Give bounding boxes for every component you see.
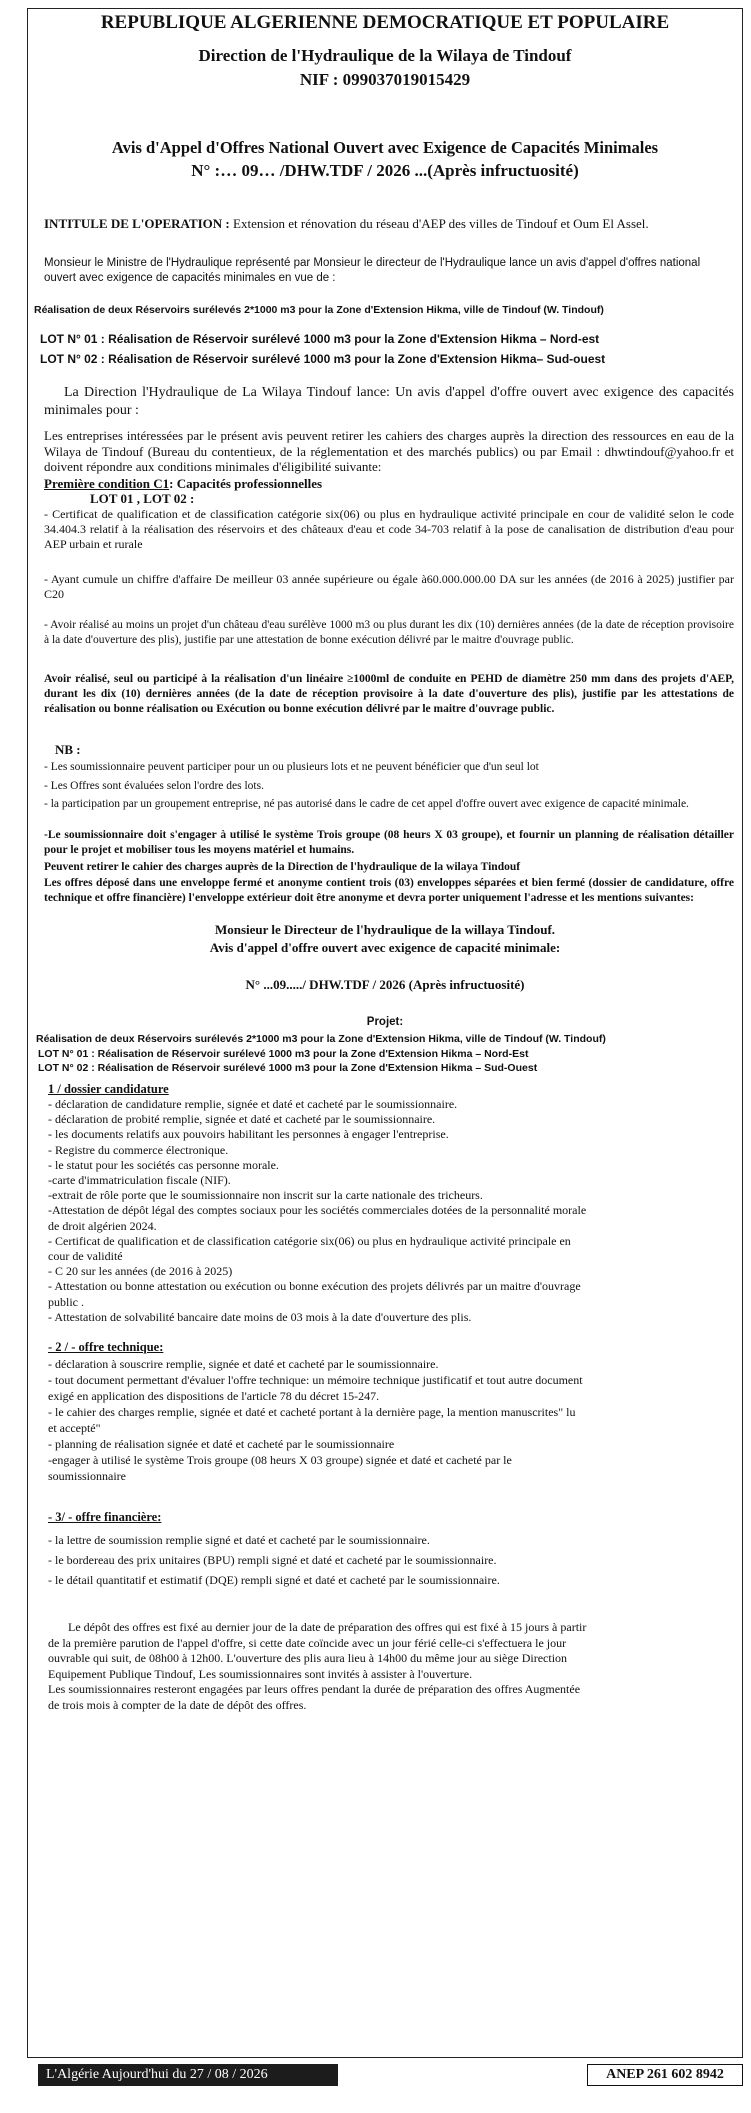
envelope-line-1: Monsieur le Directeur de l'hydraulique de la willaya Tindouf.: [214, 922, 556, 937]
technique-item: - tout document permettant d'évaluer l'offre technique: un mémoire technique justificatif et tout autre document: [48, 1373, 583, 1387]
nb-item-2: - Les Offres sont évaluées selon l'ordre des lots.: [44, 780, 264, 792]
dossier-item: - Attestation de solvabilité bancaire date moins de 03 mois à la date d'ouverture des plis.: [48, 1309, 472, 1324]
condition-title: : Capacités professionnelles: [169, 476, 323, 491]
water-tower-requirement: - Avoir réalisé au moins un projet d'un château d'eau surélève 1000 m3 ou plus durant les dix (10) dernières années (de la date de réception provisoire à la date d'ouverture des plis), justifie par une attestation de bonne exécution délivré par le maitre d'ouvrage public.: [44, 619, 734, 646]
dossier-item: - Registre du commerce électronique.: [48, 1142, 229, 1157]
retrieve-cahier: Peuvent retirer le cahier des charges auprès de la Direction de l'hydraulique de la wilaya Tindouf: [44, 861, 521, 873]
dossier-item: -extrait de rôle porte que le soumissionnaire non inscrit sur la carte nationale des tricheurs.: [48, 1188, 483, 1203]
dossier-list: [48, 1097, 586, 1325]
technique-item: exigé en application des dispositions de l'article 78 du décret 15-247.: [48, 1389, 380, 1403]
dossier-item: cour de validité: [48, 1249, 123, 1264]
nif-number: NIF : 099037019015429: [299, 70, 471, 89]
notice-number: N° :… 09… /DHW.TDF / 2026 ...(Après infructuosité): [191, 161, 579, 180]
pipeline-requirement: Avoir réalisé, seul ou participé à la réalisation d'un linéaire ≥1000ml de conduite en PEHD de diamètre 250 mm dans des projets d'AEP, durant les dix (10) dernières années (de la date de réception provisoire à la date d'ouverture des plis), justifie par les attestations de réalisation ou bonne réalisation ou Exécution ou bonne exécution délivré par le maitre d'ouvrage public.: [44, 673, 734, 715]
direction-heading: Direction de l'Hydraulique de la Wilaya de Tindouf: [198, 46, 572, 65]
technique-item: - planning de réalisation signée et daté et cacheté par le soumissionnaire: [48, 1437, 395, 1451]
closing-line: ouvrable qui suit, de 08h00 à 12h00. L'ouverture des plis aura lieu à 14h00 du même jour au siège Direction: [48, 1651, 568, 1665]
projet-lot-01: LOT N° 01 : Réalisation de Réservoir surélevé 1000 m3 pour la Zone d'Extension Hikma – Nord-Est: [38, 1048, 529, 1060]
closing-line: Equipement Publique Tindouf, Les soumissionnaires sont invités à assister à l'ouverture.: [48, 1666, 473, 1681]
technique-item: - le cahier des charges remplie, signée et daté et cacheté portant à la dernière page, la mention manuscrites" lu: [48, 1405, 576, 1419]
dossier-item: -Attestation de dépôt légal des comptes sociaux pour les sociétés commerciales dotées de la personnalité morale: [48, 1203, 587, 1218]
dossier-item: - déclaration de candidature remplie, signée et daté et cacheté par le soumissionnaire.: [48, 1097, 458, 1111]
nb-item-1: - Les soumissionnaire peuvent participer pour un ou plusieurs lots et ne peuvent bénéficier que d'un seul lot: [44, 761, 539, 773]
republic-heading: REPUBLIQUE ALGERIENNE DEMOCRATIQUE ET POPULAIRE: [100, 12, 670, 33]
newspaper-footer: L'Algérie Aujourd'hui du 27 / 08 / 2026: [38, 2064, 338, 2086]
technique-heading: - 2 / - offre technique:: [48, 1340, 164, 1354]
nb-label: NB :: [55, 742, 81, 757]
financiere-item: - la lettre de soumission remplie signé et daté et cacheté par le soumissionnaire.: [48, 1533, 430, 1547]
nb-item-4: -Le soumissionnaire doit s'engager à utilisé le système Trois groupe (08 heurs X 03 groupe), et fournir un planning de réalisation détailler pour le projet et mobiliser tous les moyens matériel et humains.: [44, 829, 734, 856]
technique-item: -engager à utilisé le système Trois groupe (08 heurs X 03 groupe) signée et daté et cacheté par le: [48, 1453, 512, 1467]
technique-item: et accepté": [48, 1421, 101, 1435]
launch-paragraph: La Direction l'Hydraulique de La Wilaya Tindouf lance: Un avis d'appel d'offre ouvert avec exigence des capacités minimales pour :: [44, 385, 734, 418]
dossier-item: - Certificat de qualification et de classification catégorie six(06) ou plus en hydraulique activité principale en: [48, 1233, 571, 1248]
envelope-projet-label: Projet:: [366, 1016, 404, 1028]
project-title: Réalisation de deux Réservoirs surélevés 2*1000 m3 pour la Zone d'Extension Hikma, ville de Tindouf (W. Tindouf): [34, 304, 604, 316]
operation-title: [44, 216, 734, 232]
dossier-item: - déclaration de probité remplie, signée et daté et cacheté par le soumissionnaire.: [48, 1112, 436, 1127]
technique-item: soumissionnaire: [48, 1469, 126, 1483]
anep-reference: ANEP 261 602 8942: [587, 2064, 743, 2086]
dossier-item: de droit algérien 2024.: [48, 1218, 157, 1233]
dossier-item: - les documents relatifs aux pouvoirs habilitant les personnes à engager l'entreprise.: [48, 1127, 449, 1142]
envelope-line-2: Avis d'appel d'offre ouvert avec exigence de capacité minimale:: [209, 940, 561, 955]
operation-text: Extension et rénovation du réseau d'AEP des villes de Tindouf et Oum El Assel.: [229, 216, 649, 231]
closing-line: Les soumissionnaires resteront engagées par leurs offres pendant la durée de préparation des offres Augmentée: [48, 1682, 581, 1696]
dossier-item: - C 20 sur les années (de 2016 à 2025): [48, 1264, 233, 1279]
projet-lot-02: LOT N° 02 : Réalisation de Réservoir surélevé 1000 m3 pour la Zone d'Extension Hikma – Sud-Ouest: [38, 1062, 538, 1074]
dossier-item: - Attestation ou bonne attestation ou exécution ou bonne exécution des projets délivrés par un maitre d'ouvrage: [48, 1279, 581, 1294]
turnover-requirement: - Ayant cumule un chiffre d'affaire De meilleur 03 année supérieure ou égale à60.000.000.00 DA sur les années (de 2016 à 2025) justifier par C20: [44, 572, 734, 601]
retrieve-paragraph: Les entreprises intéressées par le présent avis peuvent retirer les cahiers des charges auprès la direction des ressources en eau de la Wilaya de Tindouf (Bureau du contentieux, de la réglementation et des marchés publics) ou par Email : dhwtindouf@yahoo.fr et doivent répondre aux conditions minimales d'éligibilité suivante:: [44, 428, 734, 474]
notice-title: Avis d'Appel d'Offres National Ouvert avec Exigence de Capacités Minimales: [111, 138, 659, 157]
intro-paragraph: Monsieur le Ministre de l'Hydraulique représenté par Monsieur le directeur de l'Hydraulique lance un avis d'appel d'offres national ouvert avec exigence de capacités minimales en vue de :: [44, 257, 701, 284]
closing-line: de la première parution de l'appel d'offre, si cette date coïncide avec un jour férié celle-ci s'effectuera le jour: [48, 1635, 567, 1650]
projet-title: Réalisation de deux Réservoirs surélevés 2*1000 m3 pour la Zone d'Extension Hikma, ville de Tindouf (W. Tindouf): [36, 1033, 606, 1045]
condition-heading: [44, 476, 322, 492]
condition-lots: LOT 01 , LOT 02 :: [90, 491, 195, 506]
dossier-item: public .: [48, 1294, 84, 1309]
financiere-item: - le détail quantitatif et estimatif (DQE) rempli signé et daté et cacheté par le soumissionnaire.: [48, 1573, 500, 1587]
nb-item-3: - la participation par un groupement entreprise, né pas autorisé dans le cadre de cet appel d'offre ouvert avec exigence de capacité minimale.: [44, 798, 689, 810]
envelope-number: N° ...09...../ DHW.TDF / 2026 (Après infructuosité): [245, 977, 525, 992]
envelope-instructions: Les offres déposé dans une enveloppe fermé et anonyme contient trois (03) enveloppes séparées et bien fermé (dossier de candidature, offre technique et offre financière) l'enveloppe extérieur doit être anonyme et devra porter uniquement l'adresse et les mentions suivantes:: [44, 877, 734, 904]
financiere-item: - le bordereau des prix unitaires (BPU) rempli signé et daté et cacheté par le soumissionnaire.: [48, 1553, 497, 1567]
dossier-heading: 1 / dossier candidature: [48, 1082, 169, 1096]
closing-paragraph: [48, 1620, 586, 1713]
lot-02: LOT N° 02 : Réalisation de Réservoir surélevé 1000 m3 pour la Zone d'Extension Hikma– Sud-ouest: [40, 352, 606, 366]
technique-list: [48, 1356, 583, 1484]
operation-label: INTITULE DE L'OPERATION :: [44, 216, 230, 231]
certificate-requirement: - Certificat de qualification et de classification catégorie six(06) ou plus en hydraulique activité principale en cour de validité selon le code 34.404.3 relatif à la réalisation des réservoirs et des châteaux d'eau et code 34-703 relatif à la pose de canalisation de distribution d'eau pour AEP urbain et rurale: [44, 507, 734, 551]
closing-line: de trois mois à compter de la date de dépôt des offres.: [48, 1697, 307, 1712]
lot-01: LOT N° 01 : Réalisation de Réservoir surélevé 1000 m3 pour la Zone d'Extension Hikma – Nord-est: [40, 332, 600, 346]
closing-line: Le dépôt des offres est fixé au dernier jour de la date de préparation des offres qui est fixé à 15 jours à partir: [68, 1620, 587, 1634]
condition-label: Première condition C1: [44, 476, 170, 491]
financiere-list: [48, 1530, 500, 1590]
dossier-item: - le statut pour les sociétés cas personne morale.: [48, 1157, 279, 1172]
financiere-heading: - 3/ - offre financière:: [48, 1510, 162, 1524]
dossier-item: -carte d'immatriculation fiscale (NIF).: [48, 1173, 231, 1188]
technique-item: - déclaration à souscrire remplie, signée et daté et cacheté par le soumissionnaire.: [48, 1357, 439, 1371]
